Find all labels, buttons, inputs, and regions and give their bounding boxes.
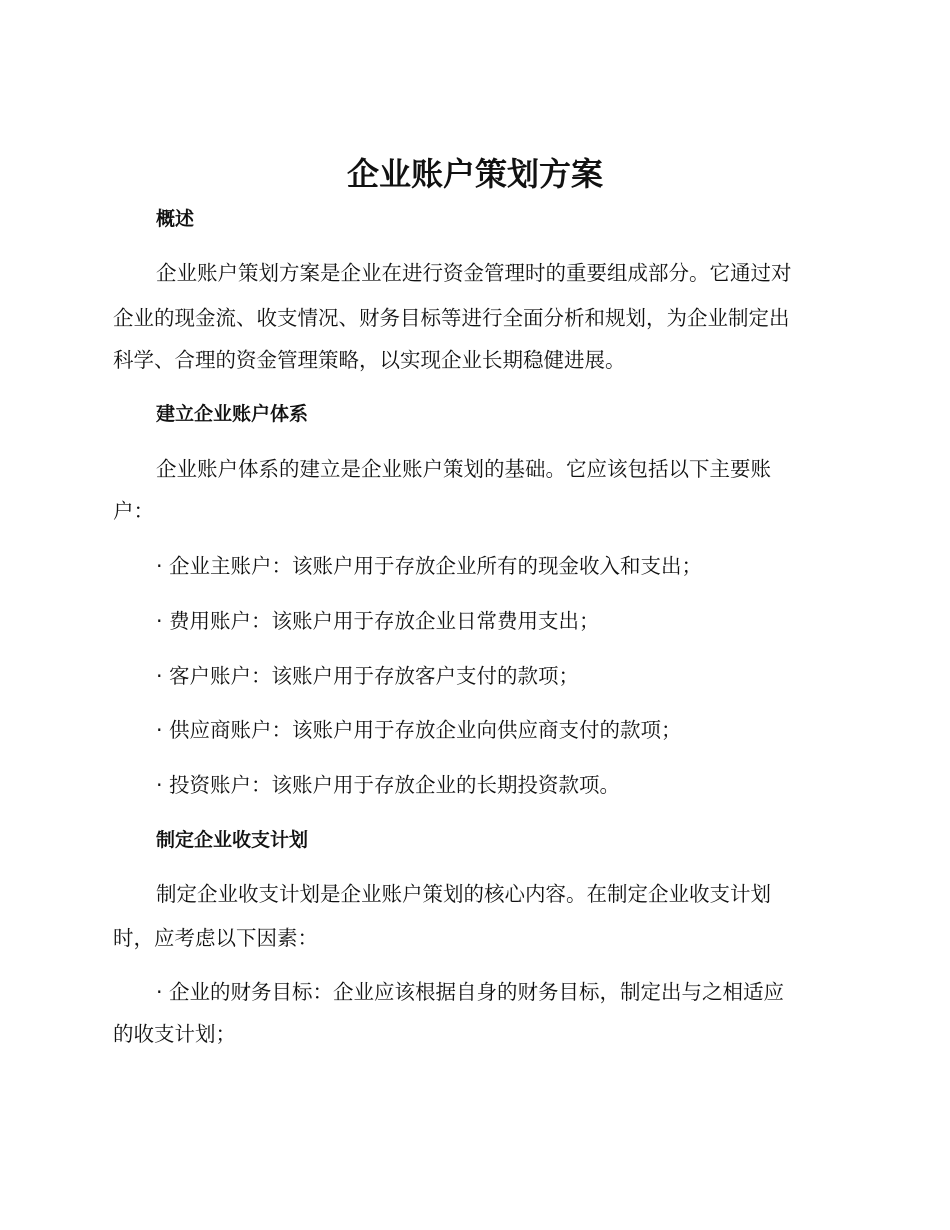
section-heading-account-system: 建立企业账户体系 <box>156 403 309 425</box>
section-heading-budget-plan: 制定企业收支计划 <box>156 829 309 851</box>
section-heading-overview: 概述 <box>156 208 195 230</box>
bullet-item-investment-account: · 投资账户：该账户用于存放企业的长期投资款项。 <box>156 773 621 797</box>
budget-plan-intro-line-2: 时，应考虑以下因素： <box>113 926 318 950</box>
account-system-intro-line-2: 户： <box>113 499 154 523</box>
bullet-item-main-account: · 企业主账户：该账户用于存放企业所有的现金收入和支出； <box>156 554 703 578</box>
bullet-item-expense-account: · 费用账户：该账户用于存放企业日常费用支出； <box>156 609 600 633</box>
overview-paragraph-line-1: 企业账户策划方案是企业在进行资金管理时的重要组成部分。它通过对 <box>156 261 792 285</box>
bullet-item-supplier-account: · 供应商账户：该账户用于存放企业向供应商支付的款项； <box>156 718 682 742</box>
bullet-item-financial-goal-line-1: · 企业的财务目标：企业应该根据自身的财务目标，制定出与之相适应 <box>156 980 785 1004</box>
overview-paragraph-line-3: 科学、合理的资金管理策略，以实现企业长期稳健进展。 <box>113 348 626 372</box>
budget-plan-intro-line-1: 制定企业收支计划是企业账户策划的核心内容。在制定企业收支计划 <box>156 882 771 906</box>
bullet-item-financial-goal-line-2: 的收支计划； <box>113 1022 236 1046</box>
bullet-item-customer-account: · 客户账户：该账户用于存放客户支付的款项； <box>156 664 580 688</box>
account-system-intro-line-1: 企业账户体系的建立是企业账户策划的基础。它应该包括以下主要账 <box>156 457 771 481</box>
document-title: 企业账户策划方案 <box>346 155 603 193</box>
overview-paragraph-line-2: 企业的现金流、收支情况、财务目标等进行全面分析和规划，为企业制定出 <box>113 306 790 330</box>
